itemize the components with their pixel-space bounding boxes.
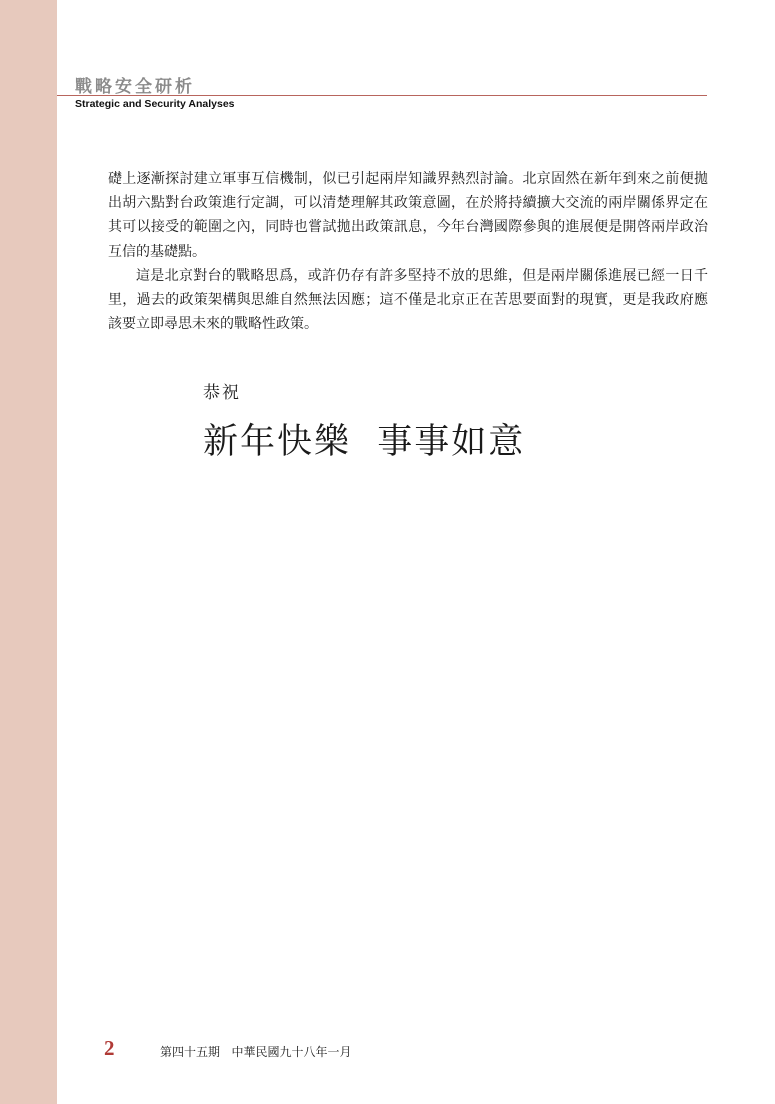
journal-subtitle: Strategic and Security Analyses: [75, 98, 235, 110]
page-number: 2: [104, 1036, 115, 1060]
paragraph-2: 這是北京對台的戰略思爲，或許仍存有許多堅持不放的思維，但是兩岸關係進展已經一日千里，過去的政策架構與思維自然無法因應；這不僅是北京正在苦思要面對的現實，更是我政府應該要立即尋思未來的戰略性政策。: [108, 267, 708, 333]
side-band: [0, 0, 57, 1104]
header-divider: [57, 95, 707, 96]
paragraph-1: 礎上逐漸探討建立軍事互信機制，似已引起兩岸知識界熱烈討論。北京固然在新年到來之前便拋出胡六點對台政策進行定調，可以清楚理解其政策意圖，在於將持續擴大交流的兩岸關係界定在其可以接受的範圍之內，同時也嘗試拋出政策訊息，今年台灣國際參與的進展便是開啓兩岸政治互信的基礎點。: [108, 171, 708, 260]
journal-title: 戰略安全研析: [75, 77, 195, 97]
issue-info: 第四十五期 中華民國九十八年一月: [160, 1045, 352, 1059]
article-body: [108, 167, 708, 336]
greeting-salutation: 恭祝: [203, 383, 241, 403]
greeting-wishes: 新年快樂 事事如意: [203, 422, 526, 462]
